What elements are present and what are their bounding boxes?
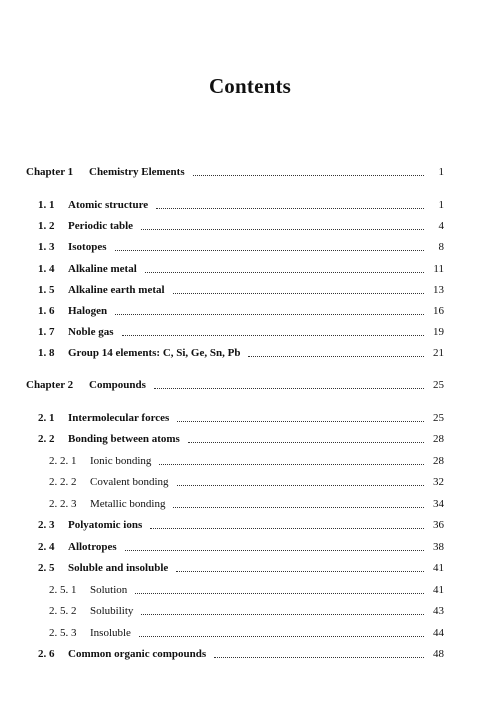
dot-leader	[176, 571, 424, 572]
toc-entry-title: Metallic bonding	[90, 498, 166, 510]
toc-entry-number: 1. 8	[38, 347, 55, 359]
toc-entry[interactable]	[38, 345, 444, 361]
toc-entry[interactable]	[38, 218, 444, 234]
toc-entry-number: 2. 2	[38, 433, 55, 445]
toc-entry[interactable]	[49, 474, 444, 490]
toc-entry-number: 2. 5. 1	[49, 584, 77, 596]
toc-entry-number: 2. 2. 3	[49, 498, 77, 510]
dot-leader	[115, 314, 424, 315]
toc-entry-page: 41	[433, 562, 444, 574]
toc-entry-number: 2. 5	[38, 562, 55, 574]
toc-entry-number: 1. 1	[38, 199, 55, 211]
toc-entry-page: 28	[433, 455, 444, 467]
dot-leader	[156, 208, 424, 209]
dot-leader	[154, 388, 424, 389]
toc-entry-number: 1. 3	[38, 241, 55, 253]
toc-entry-number: 2. 2. 2	[49, 476, 77, 488]
toc-entry-title: Noble gas	[68, 326, 114, 338]
toc-entry-title: Solution	[90, 584, 128, 596]
toc-entry-page: 19	[433, 326, 444, 338]
toc-entry[interactable]	[26, 377, 444, 393]
toc-entry-title: Periodic table	[68, 220, 134, 232]
toc-entry-page: 4	[438, 220, 444, 232]
toc-entry[interactable]	[49, 603, 444, 619]
toc-entry-title: Ionic bonding	[90, 455, 152, 467]
toc-entry[interactable]	[49, 582, 444, 598]
toc-entry-page: 41	[433, 584, 444, 596]
toc-entry[interactable]	[38, 282, 444, 298]
dot-leader	[145, 272, 424, 273]
toc-entry-title: Covalent bonding	[90, 476, 169, 488]
toc-entry[interactable]	[38, 239, 444, 255]
toc-entry-title: Insoluble	[90, 627, 131, 639]
toc-entry-page: 36	[433, 519, 444, 531]
toc-entry-page: 16	[433, 305, 444, 317]
toc-entry-number: 2. 3	[38, 519, 55, 531]
toc-entry-number: 1. 7	[38, 326, 55, 338]
toc-entry[interactable]	[38, 324, 444, 340]
dot-leader	[193, 175, 424, 176]
toc-entry[interactable]	[49, 453, 444, 469]
toc-entry-title: Intermolecular forces	[68, 412, 170, 424]
toc-entry-title: Alkaline earth metal	[68, 284, 165, 296]
toc-entry[interactable]	[38, 646, 444, 662]
toc-entry-number: 2. 5. 3	[49, 627, 77, 639]
dot-leader	[248, 356, 424, 357]
toc-entry[interactable]	[49, 625, 444, 641]
toc-entry-title: Halogen	[68, 305, 108, 317]
toc-entry-title: Solubility	[90, 605, 134, 617]
dot-leader	[122, 335, 424, 336]
toc-entry-page: 48	[433, 648, 444, 660]
toc-entry-number: 1. 5	[38, 284, 55, 296]
toc-entry-number: 2. 4	[38, 541, 55, 553]
dot-leader	[141, 229, 424, 230]
toc-entry-title: Isotopes	[68, 241, 107, 253]
toc-entry-number: 1. 4	[38, 263, 55, 275]
dot-leader	[125, 550, 424, 551]
toc-entry-page: 38	[433, 541, 444, 553]
toc-entry-page: 1	[438, 199, 444, 211]
dot-leader	[188, 442, 424, 443]
toc-entry-page: 34	[433, 498, 444, 510]
toc-entry-number: 1. 6	[38, 305, 55, 317]
toc-entry-page: 32	[433, 476, 444, 488]
toc-entry[interactable]	[26, 164, 444, 180]
dot-leader	[214, 657, 424, 658]
dot-leader	[173, 293, 424, 294]
dot-leader	[173, 507, 424, 508]
toc-entry-title: Alkaline metal	[68, 263, 137, 275]
toc-entry-page: 44	[433, 627, 444, 639]
dot-leader	[150, 528, 424, 529]
toc-entry-number: 2. 1	[38, 412, 55, 424]
toc-entry-page: 28	[433, 433, 444, 445]
dot-leader	[177, 485, 424, 486]
toc-entry-page: 11	[433, 263, 444, 275]
toc-entry[interactable]	[38, 410, 444, 426]
toc-entry-number: Chapter 1	[26, 166, 74, 178]
toc-entry-page: 1	[438, 166, 444, 178]
toc-entry-number: 2. 2. 1	[49, 455, 77, 467]
dot-leader	[135, 593, 424, 594]
toc-entry-title: Common organic compounds	[68, 648, 207, 660]
toc-entry[interactable]	[38, 517, 444, 533]
toc-entry-title: Group 14 elements: C, Si, Ge, Sn, Pb	[68, 347, 241, 359]
toc-entry[interactable]	[49, 496, 444, 512]
toc-entry[interactable]	[38, 431, 444, 447]
toc-entry-number: 2. 6	[38, 648, 55, 660]
dot-leader	[115, 250, 424, 251]
toc-entry-page: 21	[433, 347, 444, 359]
toc-entry[interactable]	[38, 197, 444, 213]
toc-entry[interactable]	[38, 539, 444, 555]
toc-entry-title: Allotropes	[68, 541, 117, 553]
toc-entry[interactable]	[38, 303, 444, 319]
dot-leader	[141, 614, 424, 615]
toc-entry-title: Bonding between atoms	[68, 433, 180, 445]
toc-entry-page: 8	[438, 241, 444, 253]
toc-entry-page: 25	[433, 412, 444, 424]
dot-leader	[159, 464, 424, 465]
toc-entry-page: 43	[433, 605, 444, 617]
dot-leader	[177, 421, 424, 422]
toc-entry[interactable]	[38, 560, 444, 576]
toc-entry-number: 2. 5. 2	[49, 605, 77, 617]
toc-entry-title: Polyatomic ions	[68, 519, 143, 531]
toc-entry-page: 25	[433, 379, 444, 391]
page-title: Contents	[208, 74, 292, 98]
toc-entry-page: 13	[433, 284, 444, 296]
toc-entry-title: Chemistry Elements	[89, 166, 185, 178]
toc-entry[interactable]	[38, 261, 444, 277]
dot-leader	[139, 636, 424, 637]
toc-entry-number: 1. 2	[38, 220, 55, 232]
toc-entry-title: Soluble and insoluble	[68, 562, 169, 574]
toc-entry-number: Chapter 2	[26, 379, 74, 391]
toc-entry-title: Compounds	[89, 379, 146, 391]
toc-entry-title: Atomic structure	[68, 199, 149, 211]
